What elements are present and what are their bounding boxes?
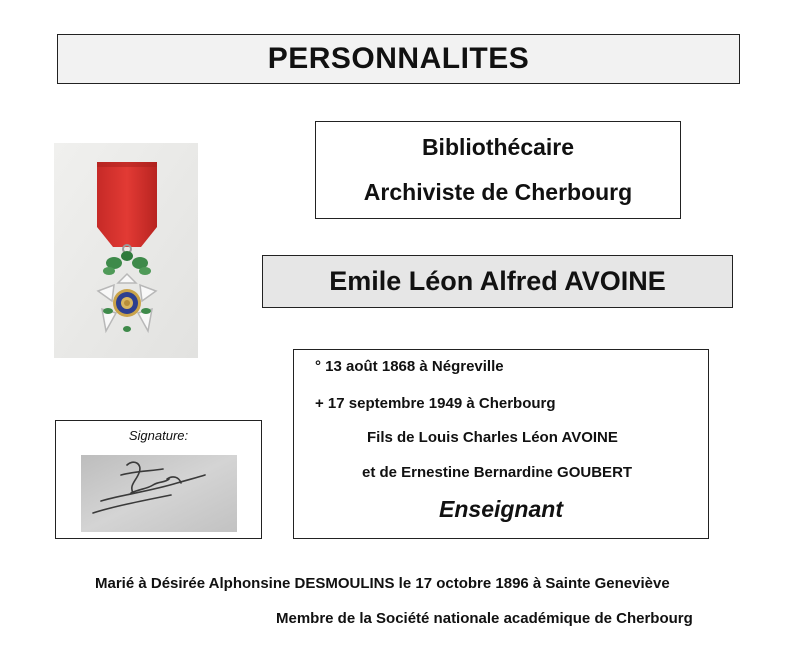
page-title-text: PERSONNALITES [267,42,530,75]
father-line: Fils de Louis Charles Léon AVOINE [367,429,618,446]
person-name: Emile Léon Alfred AVOINE [329,266,666,296]
page-title [57,34,740,84]
death-line: + 17 septembre 1949 à Cherbourg [315,395,556,412]
signature-box [55,420,262,539]
birth-line: ° 13 août 1868 à Négreville [315,358,504,375]
marriage-line: Marié à Désirée Alphonsine DESMOULINS le 17 octobre 1896 à Sainte Geneviève [95,575,670,592]
person-name-box [262,255,733,308]
role-box [315,121,681,219]
membership-line: Membre de la Société nationale académique de Cherbourg [276,610,693,627]
profession: Enseignant [439,496,563,522]
mother-line: et de Ernestine Bernardine GOUBERT [362,464,633,481]
role-title-line1: Bibliothécaire [421,134,575,160]
legion-of-honour-medal-image [54,143,198,358]
biographical-details-box [293,349,709,539]
role-title-line2: Archiviste de Cherbourg [363,179,633,205]
signature-image [81,455,237,532]
signature-label: Signature: [128,428,189,443]
